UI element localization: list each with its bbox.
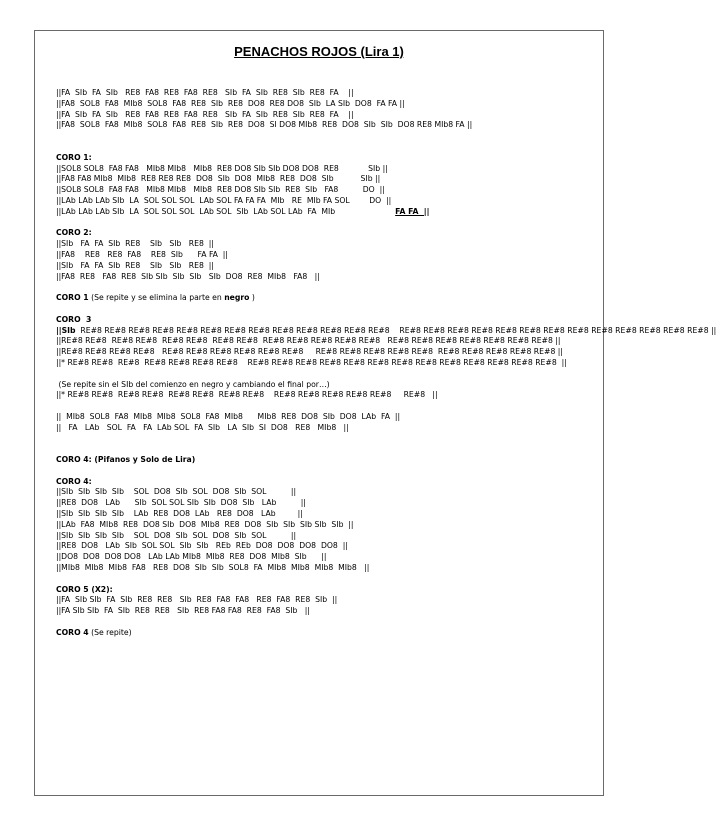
coro1-line: ||SOL8 SOL8 FA8 FA8 MIb8 MIb8 MIb8 RE8 DO8 SIb SIb DO8 DO8 RE8 SIb ||	[56, 163, 388, 173]
coro1-line: ||LAb LAb LAb SIb LA SOL SOL SOL LAb SOL FA FA FA MIb RE MIb FA SOL DO ||	[56, 195, 392, 205]
coro3-first-rest: RE#8 RE#8 RE#8 RE#8 RE#8 RE#8 RE#8 RE#8 RE#8 RE#8 RE#8 RE#8 RE#8 RE#8 RE#8 RE#8 RE#8 RE#8 RE#8 RE#8 RE#8 RE#8 RE#8 RE#8 RE#8 RE#8 ||	[75, 325, 716, 335]
coro2-line: ||FA8 RE8 FA8 RE8 SIb SIb SIb SIb SIb DO8 RE8 MIb8 FA8 ||	[56, 271, 320, 281]
coro3-line: ||* RE#8 RE#8 RE#8 RE#8 RE#8 RE#8 RE#8 RE#8 RE#8 RE#8 RE#8 RE#8 RE#8 RE#8 RE#8 RE#8 RE#8 RE#8 RE#8 RE#8 ||	[56, 357, 567, 367]
note1-end: )	[249, 293, 255, 303]
score-content	[56, 88, 716, 639]
coro4-heading: CORO 4:	[56, 476, 92, 486]
coro3-alt-line: ||* RE#8 RE#8 RE#8 RE#8 RE#8 RE#8 RE#8 RE#8 RE#8 RE#8 RE#8 RE#8 RE#8 RE#8 ||	[56, 390, 438, 400]
coro4-line: ||SIb SIb SIb SIb SOL DO8 SIb SOL DO8 SIb SOL ||	[56, 487, 297, 497]
closing-text: (Se repite)	[88, 627, 132, 637]
coro3-line: ||RE#8 RE#8 RE#8 RE#8 RE#8 RE#8 RE#8 RE#8 RE#8 RE#8 RE#8 RE#8 RE#8 RE#8 RE#8 RE#8 RE#8 RE#8 RE#8 RE#8 ||	[56, 347, 563, 357]
coro3-note: (Se repite sin el SIb del comienzo en negro y cambiando el final por…)	[56, 379, 330, 389]
coro4-line: ||DO8 DO8 DO8 DO8 LAb LAb MIb8 MIb8 RE8 DO8 MIb8 SIb ||	[56, 552, 327, 562]
coro3-heading: CORO 3	[56, 314, 92, 324]
coro1-bold-ending: FA FA ||	[395, 206, 430, 216]
coro1-line	[56, 207, 596, 218]
coro3-final-line: || MIb8 SOL8 FA8 MIb8 MIb8 SOL8 FA8 MIb8 MIb8 RE8 DO8 SIb DO8 LAb FA ||	[56, 411, 401, 421]
coro5-line: ||FA SIb SIb FA SIb RE8 RE8 SIb RE8 FA8 FA8 RE8 FA8 SIb ||	[56, 606, 310, 616]
intro-line: ||FA SIb FA SIb RE8 FA8 RE8 FA8 RE8 SIb FA SIb RE8 SIb RE8 FA ||	[56, 88, 354, 97]
coro3-final-line: || FA LAb SOL FA FA LAb SOL FA SIb LA SIb SI DO8 RE8 MIb8 ||	[56, 422, 349, 432]
coro4-line: ||RE8 DO8 LAb SIb SOL SOL SIb SIb REb REb DO8 DO8 DO8 DO8 ||	[56, 541, 348, 551]
closing-note	[56, 628, 596, 639]
coro2-line: ||FA8 RE8 RE8 FA8 RE8 SIb FA FA ||	[56, 249, 228, 259]
coro5-line: ||FA SIb SIb FA SIb RE8 RE8 SIb RE8 FA8 FA8 RE8 FA8 RE8 SIb ||	[56, 595, 338, 605]
coro1-heading: CORO 1:	[56, 152, 92, 162]
coro3-first-bold: ||SIb	[56, 325, 76, 335]
coro1-line: ||FA8 FA8 MIb8 MIb8 RE8 RE8 RE8 DO8 SIb DO8 MIb8 RE8 DO8 SIb SIb ||	[56, 174, 381, 184]
coro4-line: ||SIb SIb SIb SIb LAb RE8 DO8 LAb RE8 DO8 LAb ||	[56, 509, 303, 519]
coro2-heading: CORO 2:	[56, 228, 92, 238]
coro4-line: ||MIb8 MIb8 MIb8 FA8 RE8 DO8 SIb SIb SOL8 FA MIb8 MIb8 MIb8 MIb8 ||	[56, 563, 370, 573]
coro1-line: ||SOL8 SOL8 FA8 FA8 MIb8 MIb8 MIb8 RE8 DO8 SIb SIb RE8 SIb FA8 DO ||	[56, 185, 385, 195]
coro4-line: ||RE8 DO8 LAb SIb SOL SOL SIb SIb DO8 SIb LAb ||	[56, 498, 306, 508]
coro1-last-text: ||LAb LAb LAb SIb LA SOL SOL SOL LAb SOL SIb LAb SOL LAb FA MIb	[56, 206, 336, 216]
intro-line: ||FA SIb FA SIb RE8 FA8 RE8 FA8 RE8 SIb FA SIb RE8 SIb RE8 FA ||	[56, 109, 354, 119]
coro4-line: ||LAb FA8 MIb8 RE8 DO8 SIb DO8 MIb8 RE8 DO8 SIb SIb SIb SIb SIb ||	[56, 519, 354, 529]
intro-line: ||FA8 SOL8 FA8 MIb8 SOL8 FA8 RE8 SIb RE8 DO8 RE8 DO8 SIb LA SIb DO8 FA FA ||	[56, 98, 405, 108]
coro1-repeat-note	[56, 293, 596, 304]
note1-bold-word: negro	[224, 293, 250, 303]
note1-text: (Se repite y se elimina la parte en	[88, 293, 225, 303]
coro1-label: CORO 1	[56, 293, 89, 303]
coro2-line: ||SIb FA FA SIb RE8 SIb SIb RE8 ||	[56, 260, 214, 270]
closing-label: CORO 4	[56, 627, 89, 637]
coro4-title: CORO 4: (Pifanos y Solo de Lira)	[56, 455, 196, 465]
coro5-heading: CORO 5 (X2):	[56, 584, 113, 594]
coro4-line: ||SIb SIb SIb SIb SOL DO8 SIb SOL DO8 SIb SOL ||	[56, 530, 297, 540]
coro3-line: ||RE#8 RE#8 RE#8 RE#8 RE#8 RE#8 RE#8 RE#8 RE#8 RE#8 RE#8 RE#8 RE#8 RE#8 RE#8 RE#8 RE#8 RE#8 RE#8 RE#8 ||	[56, 336, 561, 346]
page-title: PENACHOS ROJOS (Lira 1)	[234, 44, 404, 59]
coro2-line: ||SIb FA FA SIb RE8 SIb SIb RE8 ||	[56, 239, 214, 249]
intro-line: ||FA8 SOL8 FA8 MIb8 SOL8 FA8 RE8 SIb RE8 DO8 SI DO8 MIb8 RE8 DO8 SIb SIb DO8 RE8 MIb8 FA ||	[56, 120, 473, 130]
coro3-line	[56, 325, 716, 337]
